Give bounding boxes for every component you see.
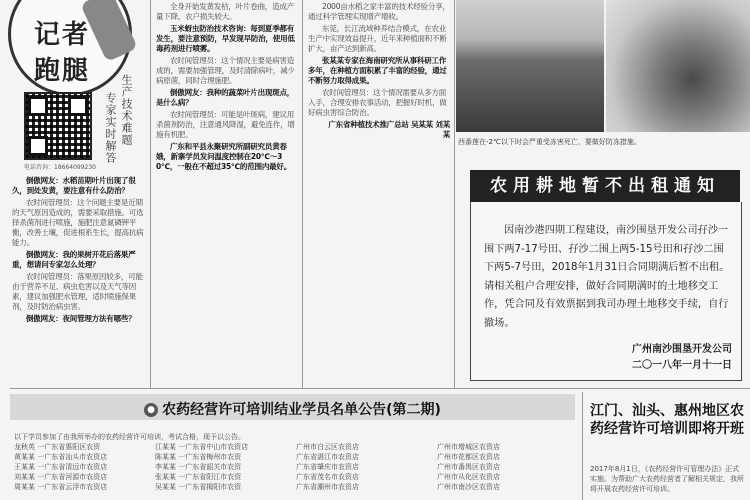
column-divider [582,392,583,500]
qr-corner [28,136,48,156]
list-cell: 广州市番禺区农资店 [437,463,500,471]
article-paragraph: 农时间管理员：可能是叶斑病，建议用杀菌剂防治，注意通风降湿，避免连作，增施有机肥。 [156,110,295,139]
list-cell: 广州市从化区农资店 [437,473,500,481]
list-item [14,442,574,452]
list-cell: 陈某某 一广东省梅州市农资 [155,453,242,461]
list-cell: 广东省潮州市农资店 [296,483,359,491]
article-column-3 [308,2,450,386]
article-paragraph: 倒傲网友：我的果树开花后落果严重，想请问专家怎么处理？ [12,250,136,269]
list-item [14,462,574,472]
list-cell: 广东省湛江市农资店 [296,453,359,461]
column-divider [454,0,455,388]
list-cell: 张某某 一广东省阳江市农资 [155,473,242,481]
qr-code[interactable] [24,92,92,160]
list-cell: 周某某 一广东省云浮市农资店 [14,483,108,491]
article-paragraph: 东莞，长江流域种养结合模式，在农业生产中实现效益提升，近年来种植面积不断扩大，亩产达到新高。 [308,24,447,53]
list-cell: 广州市白云区农资店 [296,443,359,451]
side-notice-body: 2017年8月1日，《农药经营许可管理办法》正式实施。为帮助广大农药经营者了解相关规定，我所将开展农药经营许可培训。 [590,465,744,493]
list-cell: 刘某某 一广东省河源市农资店 [14,473,108,481]
list-cell: 李某某 一广东省韶关市农资 [155,463,242,471]
article-paragraph: 农时间管理员：这个情况需要从多方面入手，合理安排农事活动，把握好时机，做好病虫害综合防治。 [308,88,447,117]
masthead-title-line1: 记者 [34,20,91,50]
article-column-1 [12,176,146,386]
bullet-icon: ● [144,403,158,417]
notice-date: 二〇一八年一月十一日 [632,360,732,371]
list-cell: 广州市花都区农资店 [437,453,500,461]
list-cell: 黄某某 一广东省汕头市农资店 [14,453,108,461]
list-cell: 龙秋英 一广东省惠阳区农资 [14,443,101,451]
side-notice-title: 江门、汕头、惠州地区农药经营许可培训即将开班 [590,403,744,437]
masthead-title-line2: 跑腿 [34,56,91,86]
article-paragraph: 农时间管理员：落果原因较多，可能由于营养不足、病虫危害以及天气等因素，建议加强肥水管理，适时喷施保果剂，及时防治病虫害。 [12,272,143,311]
plant-closeup-photo [606,0,750,132]
list-item [14,472,574,482]
photo-caption: 西番莲在-2℃以下时会严重受冻害死亡，要做好防冻措施。 [458,138,641,146]
list-cell: 吴某某 一广东省揭阳市农资 [155,483,242,491]
masthead-tagline-b: 专家实时解答 [104,92,117,164]
list-cell: 以下学员参加了由我所举办的农药经营许可培训，考试合格，现予以公告。 [14,433,245,441]
trainee-list [14,432,574,500]
article-paragraph: 全身开始发黄发枯，叶片卷曲，造成产量下降，农户损失较大。 [156,2,295,21]
column-divider [150,0,151,388]
announcement-title [10,399,575,419]
announcement-title-text: 农药经营许可培训结业学员名单公告(第二期) [162,402,441,418]
consult-phone: 电话咨询：18664099230 [24,164,96,171]
list-item [14,452,574,462]
list-cell: 王某某 一广东省清远市农资店 [14,463,108,471]
list-cell: 江某某 一广东省中山市农资店 [155,443,249,451]
article-paragraph: 玉米蚜虫防治技术咨询：每到夏季都有发生，要注意预防，早发现早防治，使用低毒药剂进行喷雾。 [156,24,295,53]
list-cell: 广州市增城区农资店 [437,443,500,451]
list-cell: 广东省肇庆市农资店 [296,463,359,471]
list-cell: 广东省茂名市农资店 [296,473,359,481]
list-item [14,432,574,442]
article-paragraph: 农时间管理员：这个情况主要是病害造成的，需要加强管理，及时清除病叶，减少病原菌，同时合理施肥。 [156,56,295,85]
list-cell: 广州市南沙区农资店 [437,483,500,491]
notice-title: 农用耕地暂不出租通知 [470,170,740,202]
qr-corner [68,96,88,116]
crop-field-photo [456,0,604,132]
notice-body: 因南沙港四期工程建设，南沙围垦开发公司孖沙一围下两7-17号田、孖沙二围上两5-15号田和孖沙二围下两5-7号田，2018年1月31日合同期满后暂不出租。请相关租户合理安排，做好合同期满时的土地移交工作，凭合同及有效票据到我司办理土地移交手续，自行撤场。 [484,225,730,329]
masthead-tagline-a: 生产技术难题 [120,74,133,146]
article-paragraph: 倒傲网友：水稻苗期叶片出现了很久，到处发黄，要注意有什么防治？ [12,176,136,195]
notice-signer: 广州南沙围垦开发公司 [632,344,732,355]
article-paragraph: 广东和平县永聚研究所副研究员黄春娥，新寨学员发问温度控制在20℃～30℃，一般在不超过35℃的范围内最好。 [156,142,292,171]
article-paragraph: 倒傲网友：我种的蔬菜叶片出现斑点，是什么病？ [156,88,295,107]
list-item [14,482,574,492]
article-paragraph: 2000亩水稻之家丰富的技术经验分享，通过科学管理实现增产增收。 [308,2,450,21]
column-divider [302,0,303,388]
article-column-2 [156,2,298,386]
section-divider [10,388,750,389]
article-byline: 广东省种植技术推广总站 吴某某 刘某某 [328,120,450,139]
article-paragraph: 农时间管理员：这个问题主要是近期的天气原因造成的，需要采取措施。可选择杀菌剂进行喷施，施肥注意氮磷钾平衡，改善土壤，促进根系生长，提高抗病能力。 [12,198,144,247]
article-paragraph: 张某某专家在海南研究所从事科研工作多年，在种植方面积累了丰富的经验，通过不断努力取得成果。 [308,56,447,85]
article-paragraph: 倒傲网友：夜间管理方法有哪些？ [26,314,136,323]
qr-corner [28,96,48,116]
